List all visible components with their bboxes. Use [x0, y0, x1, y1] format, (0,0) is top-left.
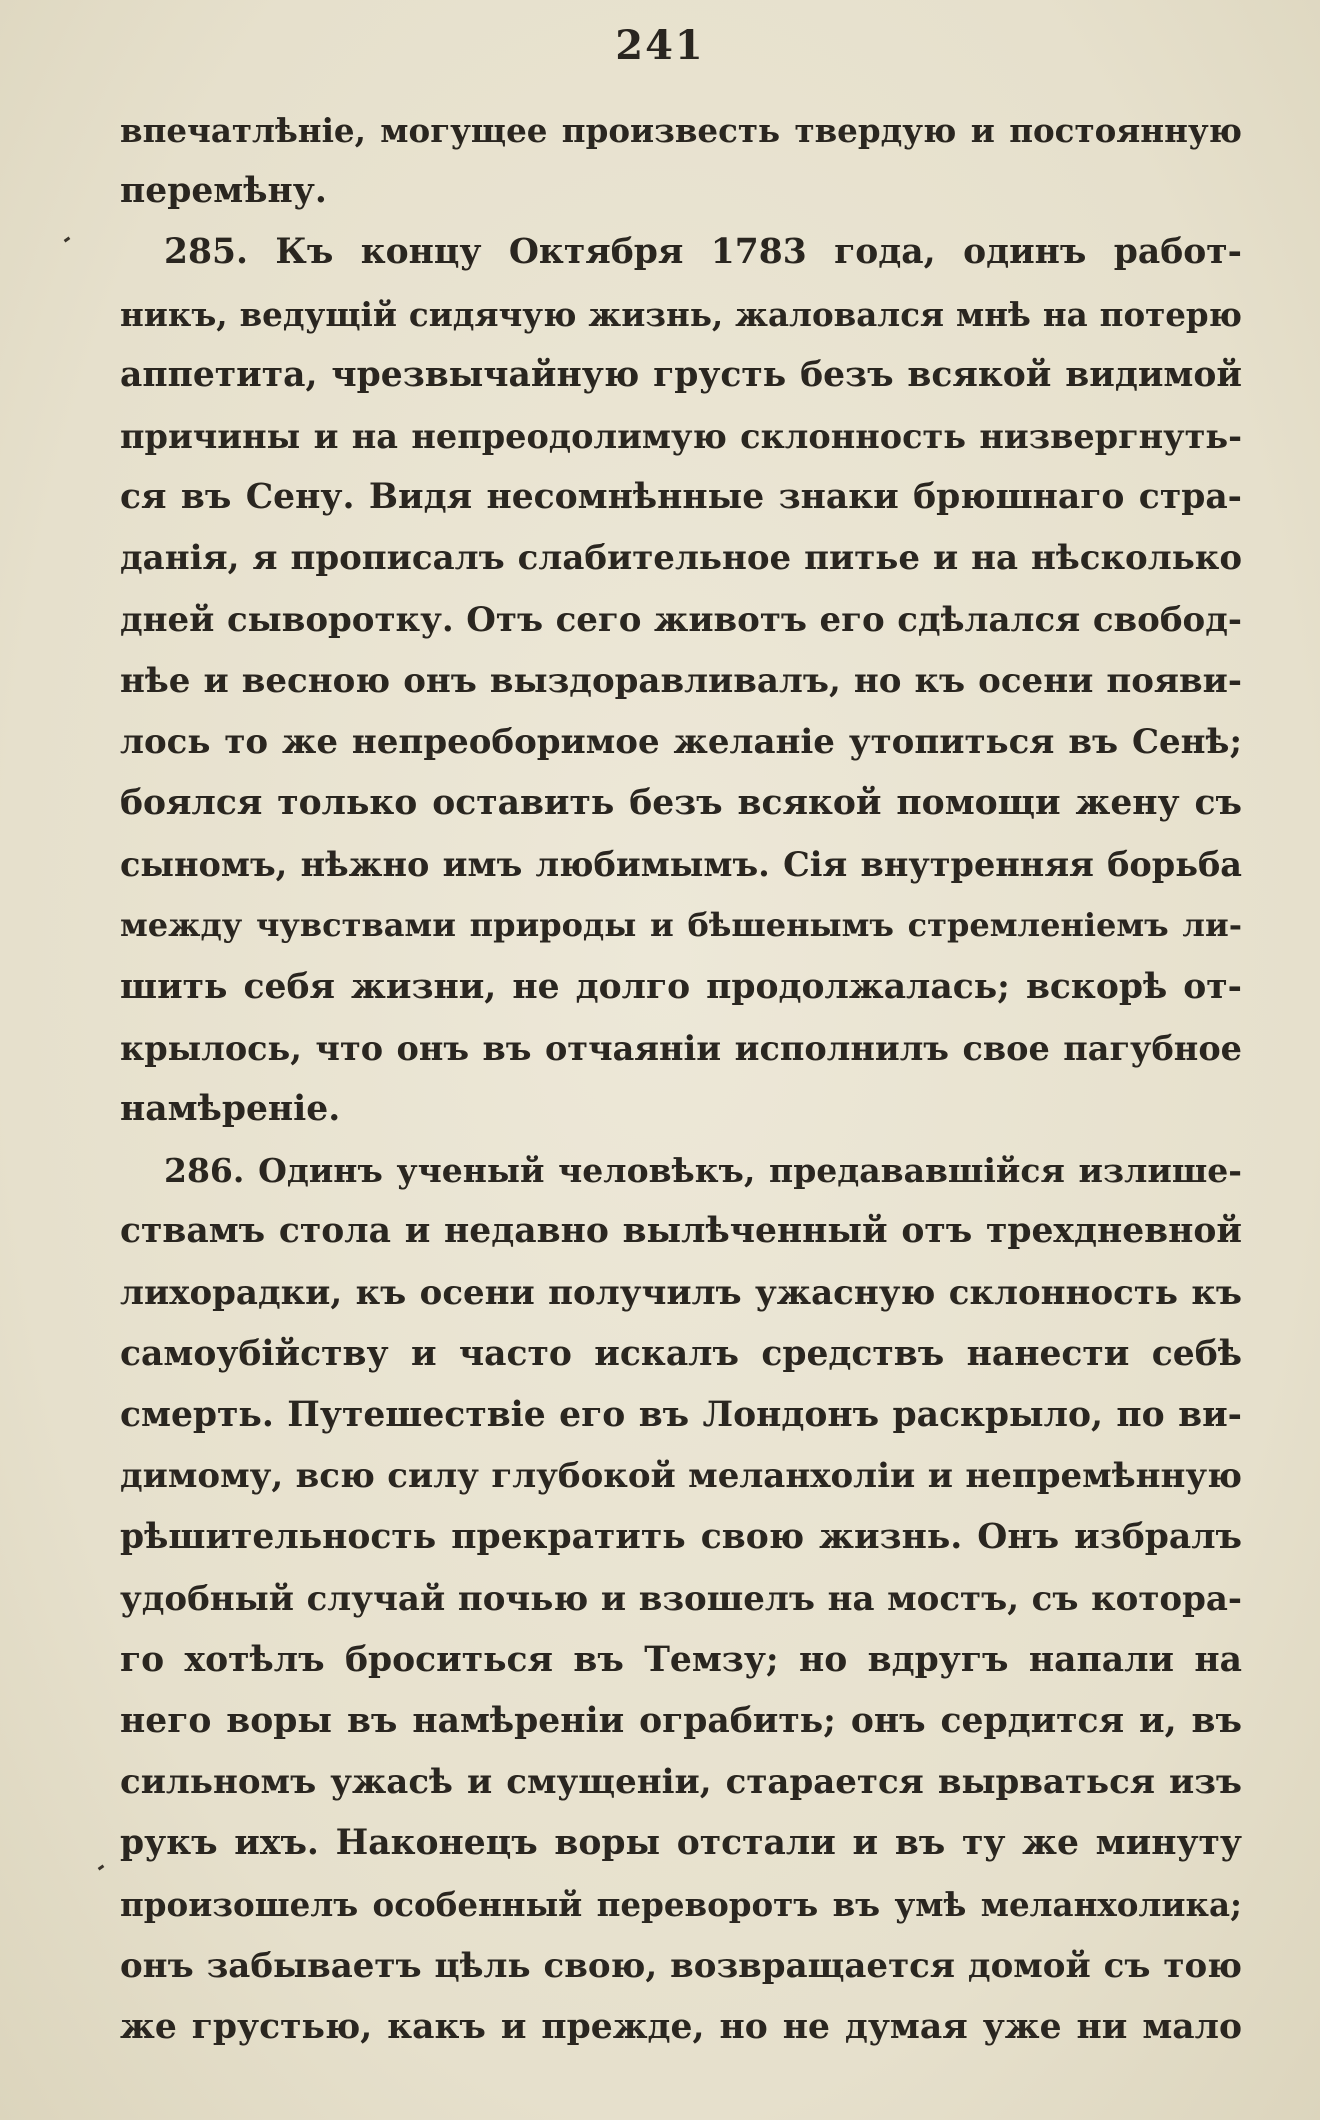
- margin-mark: [98, 1865, 105, 1871]
- text-line: рѣшительность прекратить свою жизнь. Онъ избралъ: [120, 1517, 1242, 1558]
- text-line: намѣреніе.: [120, 1089, 341, 1129]
- text-line: аппетита, чрезвычайную грусть безъ всякой видимой: [120, 354, 1242, 395]
- text-line: данія, я прописалъ слабительное питье и на нѣсколько: [120, 538, 1242, 579]
- text-line: шить себя жизни, не долго продолжалась; вскорѣ от-: [120, 966, 1242, 1007]
- text-line: крылось, что онъ въ отчаяніи исполнилъ свое пагубное: [120, 1028, 1242, 1068]
- page-number: 241: [615, 22, 705, 69]
- text-line: сильномъ ужасѣ и смущеніи, старается вырваться изъ: [120, 1762, 1242, 1803]
- text-line: него воры въ намѣреніи ограбить; онъ сердится и, въ: [120, 1700, 1242, 1741]
- text-line: 286. Одинъ ученый человѣкъ, предававшійся излише-: [164, 1151, 1242, 1191]
- text-line: ствамъ стола и недавно вылѣченный отъ трехдневной: [120, 1211, 1242, 1252]
- text-line: произошелъ особенный переворотъ въ умѣ меланхолика;: [120, 1885, 1242, 1925]
- body-text: [120, 100, 1242, 2058]
- text-line: никъ, ведущій сидячую жизнь, жаловался мнѣ на потерю: [120, 294, 1242, 334]
- text-line: лось то же непреоборимое желаніе утопиться въ Сенѣ;: [120, 721, 1242, 762]
- text-line: же грустью, какъ и прежде, но не думая уже ни мало: [120, 2006, 1242, 2047]
- text-line: впечатлѣніе, могущее произвесть твердую и постоянную: [120, 111, 1242, 150]
- text-line: сыномъ, нѣжно имъ любимымъ. Сія внутренняя борьба: [120, 845, 1242, 885]
- text-line: 285. Къ концу Октября 1783 года, одинъ работ-: [164, 232, 1242, 273]
- text-line: перемѣну.: [120, 171, 327, 212]
- text-line: лихорадки, къ осени получилъ ужасную склонность къ: [120, 1272, 1242, 1313]
- text-line: дней сыворотку. Отъ сего животъ его сдѣлался свобод-: [120, 599, 1242, 640]
- text-line: нѣе и весною онъ выздоравливалъ, но къ осени появи-: [120, 660, 1242, 701]
- text-line: между чувствами природы и бѣшенымъ стремленіемъ ли-: [120, 906, 1242, 945]
- text-line: причины и на непреодолимую склонность низвергнуть-: [120, 416, 1242, 456]
- text-line: димому, всю силу глубокой меланхоліи и непремѣнную: [120, 1456, 1242, 1497]
- text-line: самоубійству и часто искалъ средствъ нанести себѣ: [120, 1333, 1242, 1374]
- text-line: удобный случай почью и взошелъ на мостъ, съ котора-: [120, 1578, 1242, 1619]
- text-line: смерть. Путешествіе его въ Лондонъ раскрыло, по ви-: [120, 1394, 1242, 1435]
- text-line: ся въ Сену. Видя несомнѣнные знаки брюшнаго стра-: [120, 477, 1242, 518]
- text-line: онъ забываетъ цѣль свою, возвращается домой съ тою: [120, 1945, 1242, 1986]
- margin-mark: [64, 237, 71, 243]
- text-line: рукъ ихъ. Наконецъ воры отстали и въ ту же минуту: [120, 1823, 1242, 1864]
- text-line: го хотѣлъ броситься въ Темзу; но вдругъ напали на: [120, 1639, 1242, 1680]
- text-line: боялся только оставить безъ всякой помощи жену съ: [120, 783, 1242, 824]
